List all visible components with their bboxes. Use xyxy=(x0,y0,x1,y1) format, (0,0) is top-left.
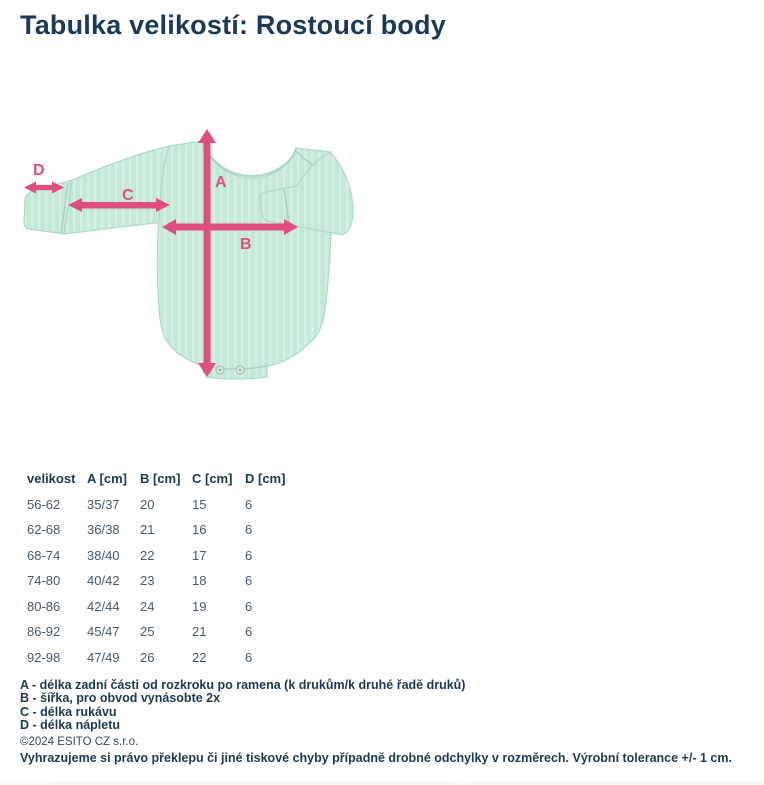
cell-b: 23 xyxy=(140,573,155,589)
column-header-b: B [cm] xyxy=(140,471,181,487)
cell-size: 80-86 xyxy=(27,598,61,614)
cell-size: 62-68 xyxy=(27,522,61,538)
column-header-d: D [cm] xyxy=(245,471,286,487)
cell-a: 40/42 xyxy=(87,573,120,589)
measure-label-a: A xyxy=(215,174,227,191)
column-header-c: C [cm] xyxy=(192,471,233,487)
cell-d: 6 xyxy=(245,598,253,614)
cell-d: 6 xyxy=(245,624,253,640)
cell-d: 6 xyxy=(245,547,253,563)
measure-label-c: C xyxy=(122,187,134,204)
cell-c: 15 xyxy=(192,496,207,512)
footer-copyright: ©2024 ESITO CZ s.r.o. xyxy=(20,736,139,748)
cell-c: 19 xyxy=(192,598,207,614)
table-row xyxy=(27,619,300,645)
cell-c: 22 xyxy=(192,649,207,665)
size-table xyxy=(27,466,300,670)
cell-d: 6 xyxy=(245,496,253,512)
page-footer xyxy=(20,736,732,766)
table-row xyxy=(27,517,300,543)
cell-b: 24 xyxy=(140,598,155,614)
table-row xyxy=(27,543,300,569)
cell-a: 47/49 xyxy=(87,649,120,665)
cell-size: 56-62 xyxy=(27,496,61,512)
cell-d: 6 xyxy=(245,522,253,538)
cell-size: 92-98 xyxy=(27,649,61,665)
cell-d: 6 xyxy=(245,573,253,589)
column-header-a: A [cm] xyxy=(87,471,127,487)
cell-b: 25 xyxy=(140,624,155,640)
legend-line-b: B - šířka, pro obvod vynásobte 2x xyxy=(20,691,221,706)
cell-size: 86-92 xyxy=(27,624,61,640)
measurement-legend xyxy=(20,679,465,733)
measure-label-b: B xyxy=(240,236,252,253)
cell-a: 45/47 xyxy=(87,624,120,640)
cell-a: 35/37 xyxy=(87,496,120,512)
cell-c: 18 xyxy=(192,573,207,589)
cell-d: 6 xyxy=(245,649,253,665)
page-title: Tabulka velikostí: Rostoucí body xyxy=(20,10,446,40)
table-row xyxy=(27,645,300,671)
legend-line-c: C - délka rukávu xyxy=(20,704,117,719)
table-row xyxy=(27,594,300,620)
size-diagram xyxy=(0,126,380,426)
cell-size: 68-74 xyxy=(27,547,61,563)
cell-a: 36/38 xyxy=(87,522,120,538)
cell-b: 21 xyxy=(140,522,155,538)
bodysuit-left-sleeve xyxy=(64,146,169,234)
cell-c: 16 xyxy=(192,522,207,538)
footer-disclaimer: Vyhrazujeme si právo překlepu či jiné tiskové chyby případně drobné odchylky v rozměrech. Výrobní tolerance +/- 1 cm. xyxy=(20,751,732,765)
cell-b: 26 xyxy=(140,649,155,665)
cell-b: 22 xyxy=(140,547,155,563)
cell-c: 21 xyxy=(192,624,207,640)
table-row xyxy=(27,568,300,594)
table-row xyxy=(27,492,300,518)
measure-label-d: D xyxy=(33,162,45,179)
legend-line-a: A - délka zadní části od rozkroku po ramena (k drukům/k druhé řadě druků) xyxy=(20,678,466,692)
column-header-size: velikost xyxy=(27,471,76,487)
cell-a: 42/44 xyxy=(87,598,120,614)
cell-b: 20 xyxy=(140,496,155,512)
cell-a: 38/40 xyxy=(87,547,120,563)
bodysuit-illustration xyxy=(0,126,380,426)
cell-size: 74-80 xyxy=(27,573,61,589)
legend-line-d: D - délka nápletu xyxy=(20,718,121,733)
cell-c: 17 xyxy=(192,547,207,563)
bottom-edge-artifact xyxy=(0,781,764,785)
table-header-row xyxy=(27,466,300,492)
